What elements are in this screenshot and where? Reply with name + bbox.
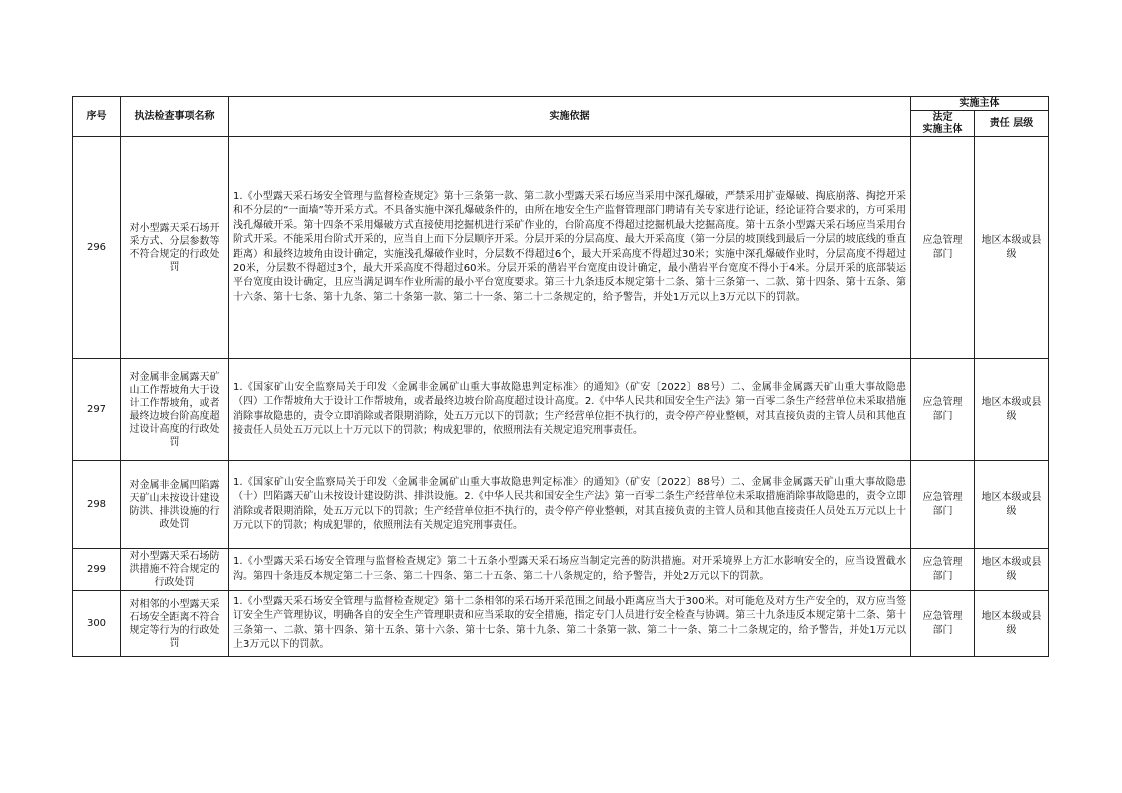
row-basis: 1.《小型露天采石场安全管理与监督检查规定》第十二条相邻的采石场开采范围之间最小距离应当大于300米。对可能危及对方生产安全的，双方应当签订安全生产管理协议，明确各自的安全生产管理职责和应当采取的安全措施，指定专门人员进行安全检查与协调。第三十九条违反本规定第十二条、第十三条第一、二款、第十四条、第十五条、第十六条、第十七条、第十九条、第二十条第一款、第二十一条、第二十二条规定的，给予警告，并处1万元以上3万元以下的罚款。	[229, 591, 911, 657]
header-basis: 实施依据	[229, 97, 911, 137]
row-item-name: 对金属非金属露天矿山工作帮坡角大于设计工作帮坡角，或者最终边坡台阶高度超过设计高度的行政处罚	[121, 359, 229, 461]
row-subject: 应急管理 部门	[911, 359, 975, 461]
row-no: 296	[73, 137, 121, 359]
header-subject-group: 实施主体	[911, 97, 1049, 111]
row-level: 地区本级或县 级	[975, 359, 1049, 461]
header-no: 序号	[73, 97, 121, 137]
row-no: 299	[73, 549, 121, 591]
row-subject: 应急管理 部门	[911, 461, 975, 549]
row-basis: 1.《国家矿山安全监察局关于印发〈金属非金属矿山重大事故隐患判定标准〉的通知》（矿安〔2022〕88号）二、金属非金属露天矿山重大事故隐患（十）凹陷露天矿山未按设计建设防洪、排洪设施。2.《中华人民共和国安全生产法》第一百零二条生产经营单位未采取措施消除事故隐患的，责令立即消除或者限期消除，处五万元以下的罚款；生产经营单位拒不执行的，责令停产停业整顿，对其直接负责的主管人员和其他直接责任人员处五万元以上十万元以下的罚款；构成犯罪的，依照刑法有关规定追究刑事责任。	[229, 461, 911, 549]
row-item-name: 对金属非金属凹陷露天矿山未按设计建设防洪、排洪设施的行政处罚	[121, 461, 229, 549]
row-subject: 应急管理 部门	[911, 591, 975, 657]
row-level: 地区本级或县 级	[975, 591, 1049, 657]
table-row	[73, 549, 1049, 591]
table-row	[73, 137, 1049, 359]
table-row	[73, 591, 1049, 657]
row-item-name: 对小型露天采石场开采方式、分层参数等不符合规定的行政处罚	[121, 137, 229, 359]
enforcement-table	[72, 96, 1049, 657]
table-row	[73, 461, 1049, 549]
row-no: 300	[73, 591, 121, 657]
row-basis: 1.《国家矿山安全监察局关于印发〈金属非金属矿山重大事故隐患判定标准〉的通知》（矿安〔2022〕88号）二、金属非金属露天矿山重大事故隐患（四）工作帮坡角大于设计工作帮坡角，或者最终边坡台阶高度超过设计高度。2.《中华人民共和国安全生产法》第一百零二条生产经营单位未采取措施消除事故隐患的，责令立即消除或者限期消除，处五万元以下的罚款；生产经营单位拒不执行的，责令停产停业整顿，对其直接负责的主管人员和其他直接责任人员处五万元以上十万元以下的罚款；构成犯罪的，依照刑法有关规定追究刑事责任。	[229, 359, 911, 461]
row-item-name: 对相邻的小型露天采石场安全距离不符合规定等行为的行政处罚	[121, 591, 229, 657]
row-subject: 应急管理 部门	[911, 549, 975, 591]
row-subject: 应急管理 部门	[911, 137, 975, 359]
row-no: 298	[73, 461, 121, 549]
header-row-1	[73, 97, 1049, 111]
row-item-name: 对小型露天采石场防洪措施不符合规定的行政处罚	[121, 549, 229, 591]
row-no: 297	[73, 359, 121, 461]
row-level: 地区本级或县 级	[975, 137, 1049, 359]
row-basis: 1.《小型露天采石场安全管理与监督检查规定》第十三条第一款、第二款小型露天采石场应当采用中深孔爆破，严禁采用扩壶爆破、掏底崩落、掏挖开采和不分层的“一面墙”等开采方式。不具备实施中深孔爆破条件的，由所在地安全生产监督管理部门聘请有关专家进行论证，经论证符合要求的，方可采用浅孔爆破开采。第十四条不采用爆破方式直接使用挖掘机进行采矿作业的，台阶高度不得超过挖掘机最大挖掘高度。第十五条小型露天采石场应当采用台阶式开采。不能采用台阶式开采的，应当自上而下分层顺序开采。分层开采的分层高度、最大开采高度（第一分层的坡顶线到最后一分层的坡底线的垂直距离）和最终边坡角由设计确定，实施浅孔爆破作业时，分层数不得超过6个，最大开采高度不得超过30米；实施中深孔爆破作业时，分层高度不得超过20米，分层数不得超过3个，最大开采高度不得超过60米。分层开采的凿岩平台宽度由设计确定，最小凿岩平台宽度不得小于4米。分层开采的底部装运平台宽度由设计确定，且应当满足调车作业所需的最小平台宽度要求。第三十九条违反本规定第十二条、第十三条第一、二款、第十四条、第十五条、第十六条、第十七条、第十九条、第二十条第一款、第二十一条、第二十二条规定的，给予警告，并处1万元以上3万元以下的罚款。	[229, 137, 911, 359]
header-legal-subject: 法定 实施主体	[911, 111, 975, 137]
header-level: 责任 层级	[975, 111, 1049, 137]
row-basis: 1.《小型露天采石场安全管理与监督检查规定》第二十五条小型露天采石场应当制定完善的防洪措施。对开采境界上方汇水影响安全的，应当设置截水沟。第四十条违反本规定第二十三条、第二十四条、第二十五条、第二十八条规定的，给予警告，并处2万元以下的罚款。	[229, 549, 911, 591]
row-level: 地区本级或县 级	[975, 461, 1049, 549]
row-level: 地区本级或县 级	[975, 549, 1049, 591]
header-name: 执法检查事项名称	[121, 97, 229, 137]
table-row	[73, 359, 1049, 461]
